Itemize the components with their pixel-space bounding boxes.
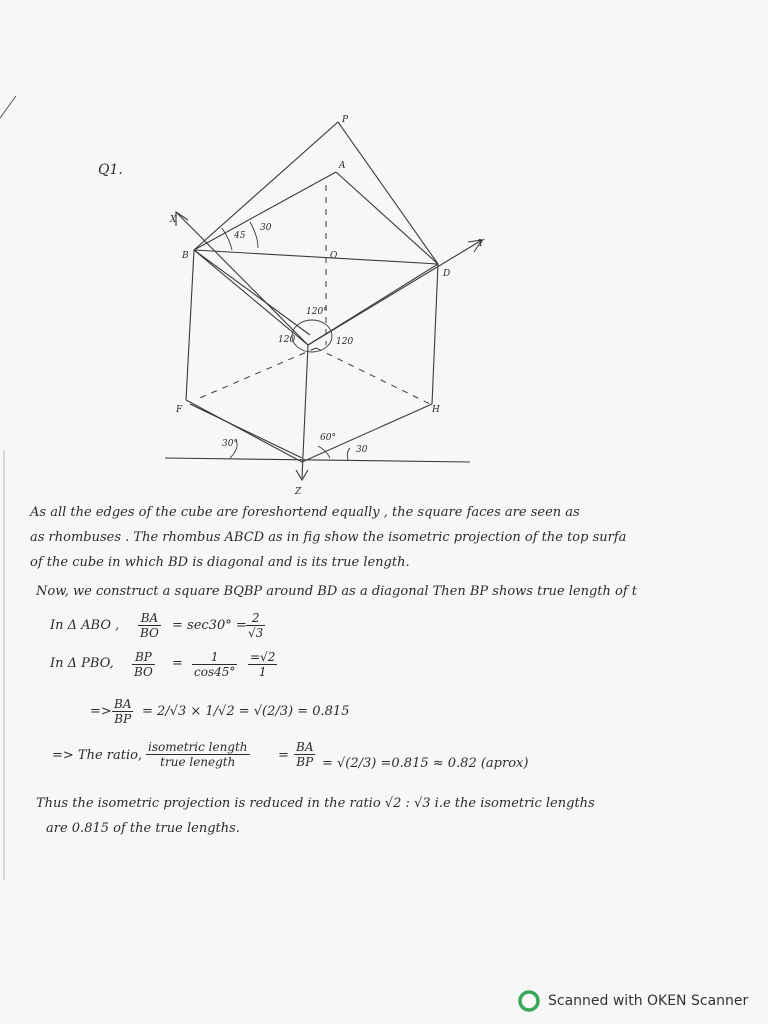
question-label: Q1. [98,162,123,178]
angle-45: 45 [234,231,246,241]
eq2-fnum: 1 [192,650,237,665]
edge-F-bottom-2 [190,404,302,458]
diagonal-B-D [194,250,438,264]
eq3-fraction [112,697,133,726]
eq4-bden: BP [296,755,314,769]
label-P: P [342,115,349,125]
eq1-fraction [138,611,161,640]
angle-30-left: 30° [222,439,238,449]
text-line-3: of the cube in which BD is diagonal and is its true length. [30,555,410,570]
eq1-den: BO [140,626,159,640]
label-F: F [176,405,183,415]
eq4-eq: = [278,748,289,763]
eq4-num: isometric length [148,740,248,754]
eq3-num: BA [114,697,132,711]
edge-B-C2 [194,250,310,335]
text-line-2: as rhombuses . The rhombus ABCD as in fig show the isometric projection of the top surfa [30,530,627,545]
scanner-watermark [518,990,748,1012]
label-H: H [432,405,440,415]
scanner-watermark-text: Scanned with OKEN Scanner [548,993,749,1009]
label-D: D [443,269,451,279]
eq1-rden: √3 [248,626,264,640]
eq2-den: BO [134,665,153,679]
label-B: B [182,251,189,261]
arc-30-right [347,448,350,460]
eq2-num: BP [132,650,155,665]
edge-D-H [432,264,438,404]
angle-30-top: 30 [260,223,272,233]
edge-B-F [186,250,194,400]
eq4-bnum: BA [296,740,314,754]
eq1-prefix: In Δ ABO , [50,618,120,633]
angle-30-right: 30 [356,445,368,455]
eq4-fraction [146,740,250,769]
eq3-den: BP [114,712,132,726]
eq4-rest: = √(2/3) =0.815 ≈ 0.82 (aprox) [322,756,529,771]
eq1-result [246,611,265,640]
label-Z: Z [295,487,302,497]
hidden-left [195,348,316,400]
eq2-rden: 1 [258,665,267,679]
label-X: X [170,215,177,225]
eq4-den: true lenegth [160,755,236,769]
angle-60: 60° [320,433,336,443]
oken-scanner-logo-icon [518,990,540,1012]
hidden-right [316,348,430,404]
angle-120-left: 120 [278,335,296,345]
eq3-rest: = 2/√3 × 1/√2 = √(2/3) = 0.815 [142,704,350,719]
angle-120-right: 120 [336,337,354,347]
edge-A-D [336,172,438,264]
eq2-result [248,650,277,679]
text-line-6: are 0.815 of the true lengths. [46,821,240,836]
eq2-fraction [132,650,155,679]
label-Y: Y [478,239,484,249]
eq2-eq: = [172,656,183,671]
angle-120: 120° [306,307,328,317]
eq4-prefix: => The ratio, [52,748,143,763]
arc-30-top [250,222,258,248]
axis-Z [302,345,308,478]
margin-mark [0,96,16,118]
text-line-5: Thus the isometric projection is reduced in the ratio √2 : √3 i.e the isometric lengths [36,796,595,811]
eq2-fden: cos45° [194,665,236,679]
eq3-prefix: => [90,704,112,719]
ground-line [165,458,470,462]
label-A: A [339,161,346,171]
eq2-prefix: In Δ PBO, [50,656,114,671]
eq2-cos-fraction [192,650,237,679]
edge-B-C [194,250,308,345]
eq2-rnum: =√2 [250,650,276,664]
eq4-ba-bp [294,740,315,769]
edge-B-A [194,172,336,250]
eq1-rnum: 2 [246,611,265,626]
label-O: O [330,251,338,261]
edge-F-bottom [186,400,302,462]
edge-P-D [338,122,438,264]
text-line-1: As all the edges of the cube are foreshortend equally , the square faces are seen as [30,505,580,520]
text-line-4: Now, we construct a square BQBP around BD as a diagonal Then BP shows true length of t [36,584,637,599]
eq1-num: BA [138,611,161,626]
eq1-mid: = sec30° = [172,618,247,633]
